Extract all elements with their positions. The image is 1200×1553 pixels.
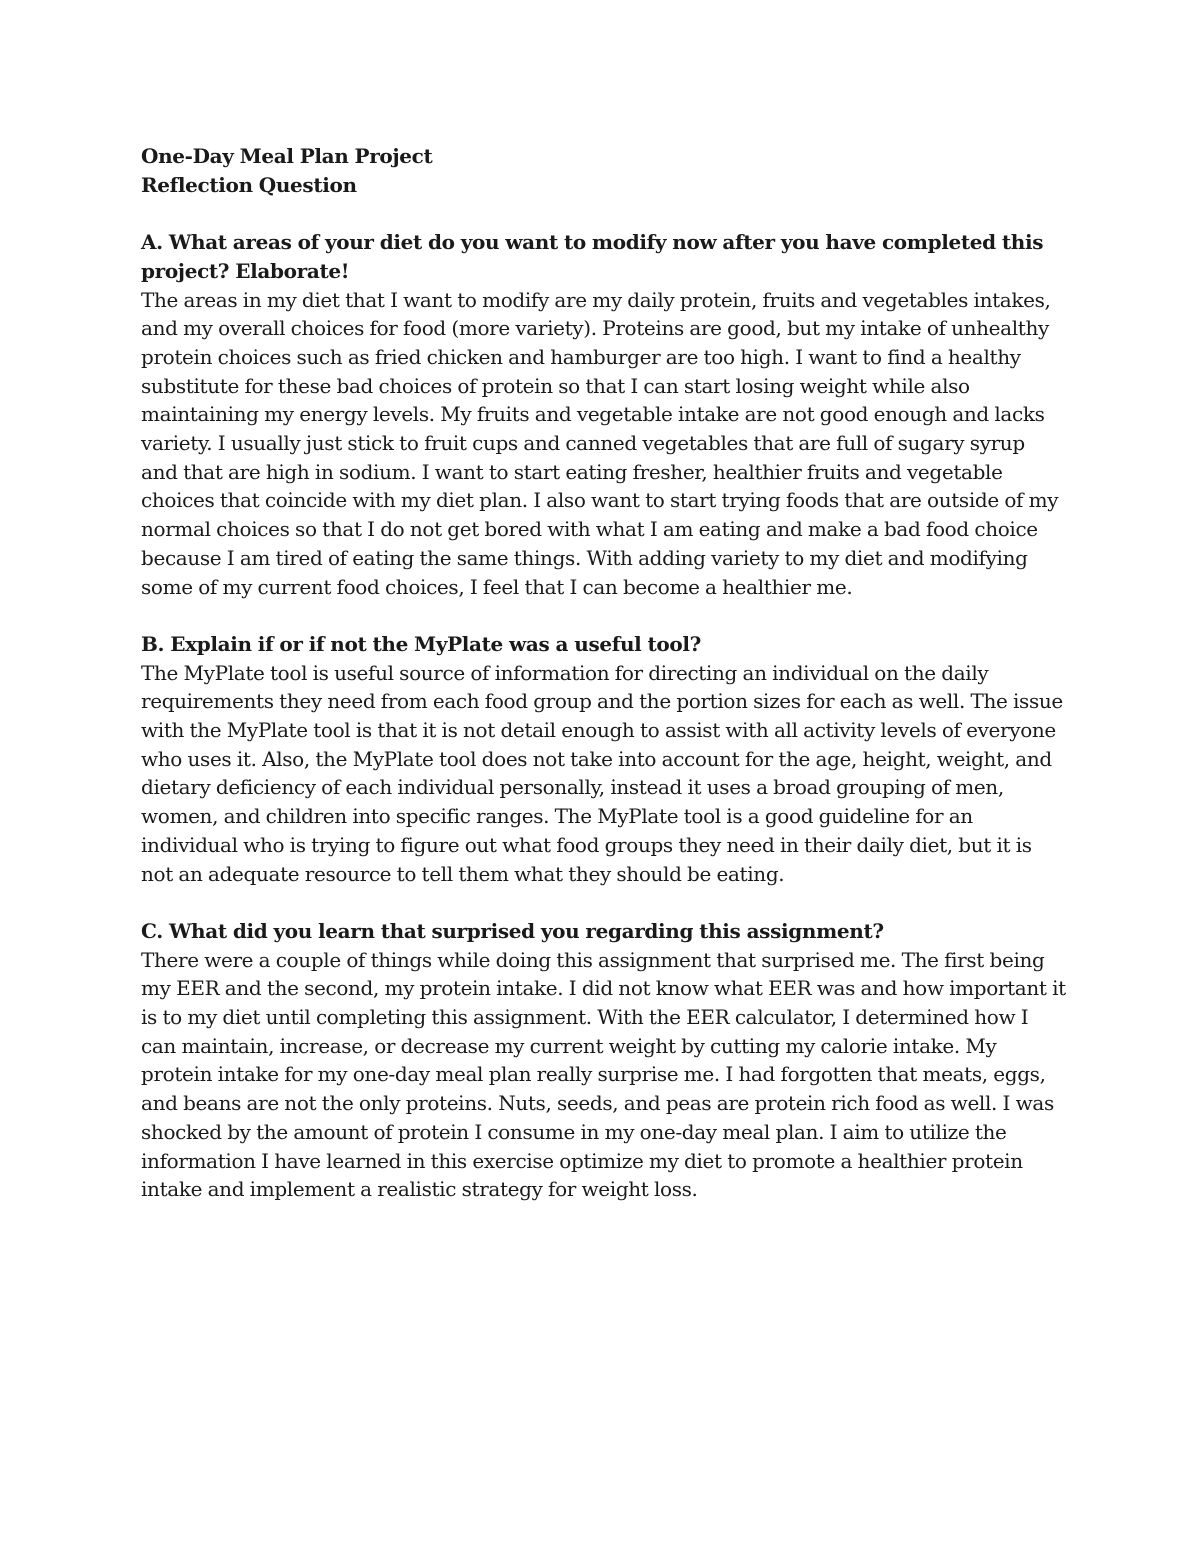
answer-a: The areas in my diet that I want to modify are my daily protein, fruits and vegetables intakes, and my overall choices for food (more variety). Proteins are good, but my intake of unhealthy protein choices such as fried chicken and hamburger are too high. I want to find a healthy substitute for these bad choices of protein so that I can start losing weight while also maintaining my energy levels. My fruits and vegetable intake are not good enough and lacks variety. I usually just stick to fruit cups and canned vegetables that are full of sugary syrup and that are high in sodium. I want to start eating fresher, healthier fruits and vegetable choices that coincide with my diet plan. I also want to start trying foods that are outside of my normal choices so that I do not get bored with what I am eating and make a bad food choice because I am tired of eating the same things. With adding variety to my diet and modifying some of my current food choices, I feel that I can become a healthier me. xyxy=(141,287,1059,599)
section-b xyxy=(141,630,1066,888)
document-title: One-Day Meal Plan Project xyxy=(141,144,433,168)
question-b: B. Explain if or if not the MyPlate was a useful tool? xyxy=(141,631,702,656)
question-a: A. What areas of your diet do you want to modify now after you have completed this project? Elaborate! xyxy=(141,230,1044,283)
section-c xyxy=(141,917,1066,1204)
section-a xyxy=(141,228,1066,601)
spacer xyxy=(141,199,1066,228)
document-page xyxy=(141,142,1066,1233)
question-c: C. What did you learn that surprised you regarding this assignment? xyxy=(141,918,884,943)
document-subtitle: Reflection Question xyxy=(141,172,357,197)
answer-b: The MyPlate tool is useful source of information for directing an individual on the daily requirements they need from each food group and the portion sizes for each as well. The issue with the MyPlate tool is that it is not detail enough to assist with all activity levels of everyone who uses it. Also, the MyPlate tool does not take into account for the age, height, weight, and dietary deficiency of each individual personally, instead it uses a broad grouping of men, women, and children into specific ranges. The MyPlate tool is a good guideline for an individual who is trying to figure out what food groups they need in their daily diet, but it is not an adequate resource to tell them what they should be eating. xyxy=(141,660,1063,886)
answer-c: There were a couple of things while doing this assignment that surprised me. The first being my EER and the second, my protein intake. I did not know what EER was and how important it is to my diet until completing this assignment. With the EER calculator, I determined how I can maintain, increase, or decrease my current weight by cutting my calorie intake. My protein intake for my one-day meal plan really surprise me. I had forgotten that meats, eggs, and beans are not the only proteins. Nuts, seeds, and peas are protein rich food as well. I was shocked by the amount of protein I consume in my one-day meal plan. I aim to utilize the information I have learned in this exercise optimize my diet to promote a healthier protein intake and implement a realistic strategy for weight loss. xyxy=(141,947,1066,1202)
